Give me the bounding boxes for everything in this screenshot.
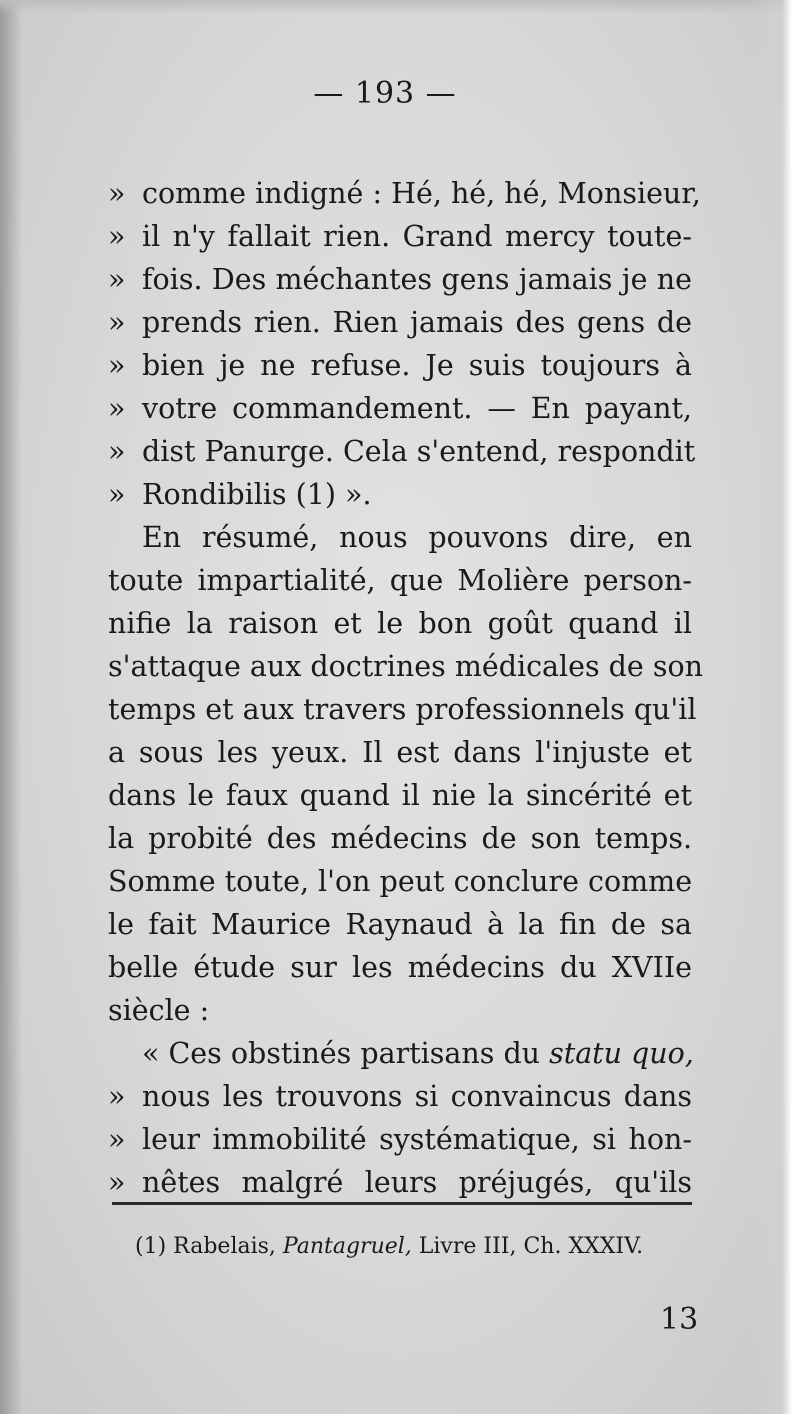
text-line (108, 474, 692, 516)
line-text: votre commandement. — En payant, (142, 392, 692, 425)
text-line: Somme toute, l'on peut conclure comme (108, 865, 693, 898)
line-text: nous les trouvons si convaincus dans (142, 1080, 692, 1113)
text-line: belle étude sur les médecins du XVIIe (108, 951, 692, 984)
guillemet: » (108, 306, 126, 339)
text-line: dans le faux quand il nie la sincérité et (108, 779, 692, 812)
line-text: comme indigné : Hé, hé, hé, Monsieur, (142, 177, 701, 210)
guillemet: » (108, 349, 126, 382)
text-line (108, 1076, 692, 1118)
line-text: fois. Des méchantes gens jamais je ne (142, 263, 692, 296)
guillemet: » (108, 1123, 126, 1156)
text-line: siècle : (108, 994, 210, 1027)
footnote-rule (112, 1202, 692, 1205)
line-text: leur immobilité systématique, si hon- (142, 1123, 692, 1156)
text-line (108, 345, 692, 387)
text-line: toute impartialité, que Molière person- (108, 564, 692, 597)
text-line (108, 1162, 692, 1204)
guillemet: » (108, 1080, 126, 1113)
guillemet: » (108, 392, 126, 425)
page-shadow-top (0, 0, 800, 14)
italic-phrase: statu quo, (549, 1037, 694, 1070)
text-line: temps et aux travers professionnels qu'il (108, 693, 697, 726)
signature-mark: 13 (660, 1302, 699, 1337)
line-text: prends rien. Rien jamais des gens de (142, 306, 692, 339)
guillemet: » (108, 220, 126, 253)
guillemet: » (108, 1166, 126, 1199)
text-line: la probité des médecins de son temps. (108, 822, 692, 855)
page-edge-right (750, 0, 800, 1414)
footnote-title: Pantagruel, (282, 1234, 412, 1259)
text-line (108, 216, 692, 258)
footnote-marker: (1) (135, 1234, 167, 1259)
quote-first-line (142, 1033, 692, 1075)
text-line: nifie la raison et le bon goût quand il (108, 607, 692, 640)
line-text: dist Panurge. Cela s'entend, respondit (142, 435, 696, 468)
text-line (108, 259, 692, 301)
text-line: le fait Maurice Raynaud à la fin de sa (108, 908, 692, 941)
line-text: Rondibilis (1) ». (142, 478, 372, 511)
text-line: a sous les yeux. Il est dans l'injuste et (108, 736, 692, 769)
guillemet: » (108, 177, 126, 210)
footnote (135, 1230, 695, 1264)
text-line (108, 388, 692, 430)
text-line (108, 173, 701, 215)
line-text: bien je ne refuse. Je suis toujours à (142, 349, 692, 382)
text-line (108, 1119, 692, 1161)
footnote-rest: Livre III, Ch. XXXIV. (411, 1234, 644, 1259)
paragraph-first-line: En résumé, nous pouvons dire, en (142, 521, 692, 554)
guillemet: » (108, 263, 126, 296)
page-shadow-left (0, 0, 22, 1414)
guillemet: » (108, 435, 126, 468)
footnote-author: Rabelais, (166, 1234, 283, 1259)
guillemet: » (108, 478, 126, 511)
text-line: s'attaque aux doctrines médicales de son (108, 650, 703, 683)
line-text: « Ces obstinés partisans du (142, 1037, 550, 1070)
text-line (108, 302, 692, 344)
text-line (108, 431, 696, 473)
line-text: il n'y fallait rien. Grand mercy toute- (142, 220, 692, 253)
page-number: — 193 — (313, 76, 457, 111)
line-text: nêtes malgré leurs préjugés, qu'ils (142, 1166, 692, 1199)
